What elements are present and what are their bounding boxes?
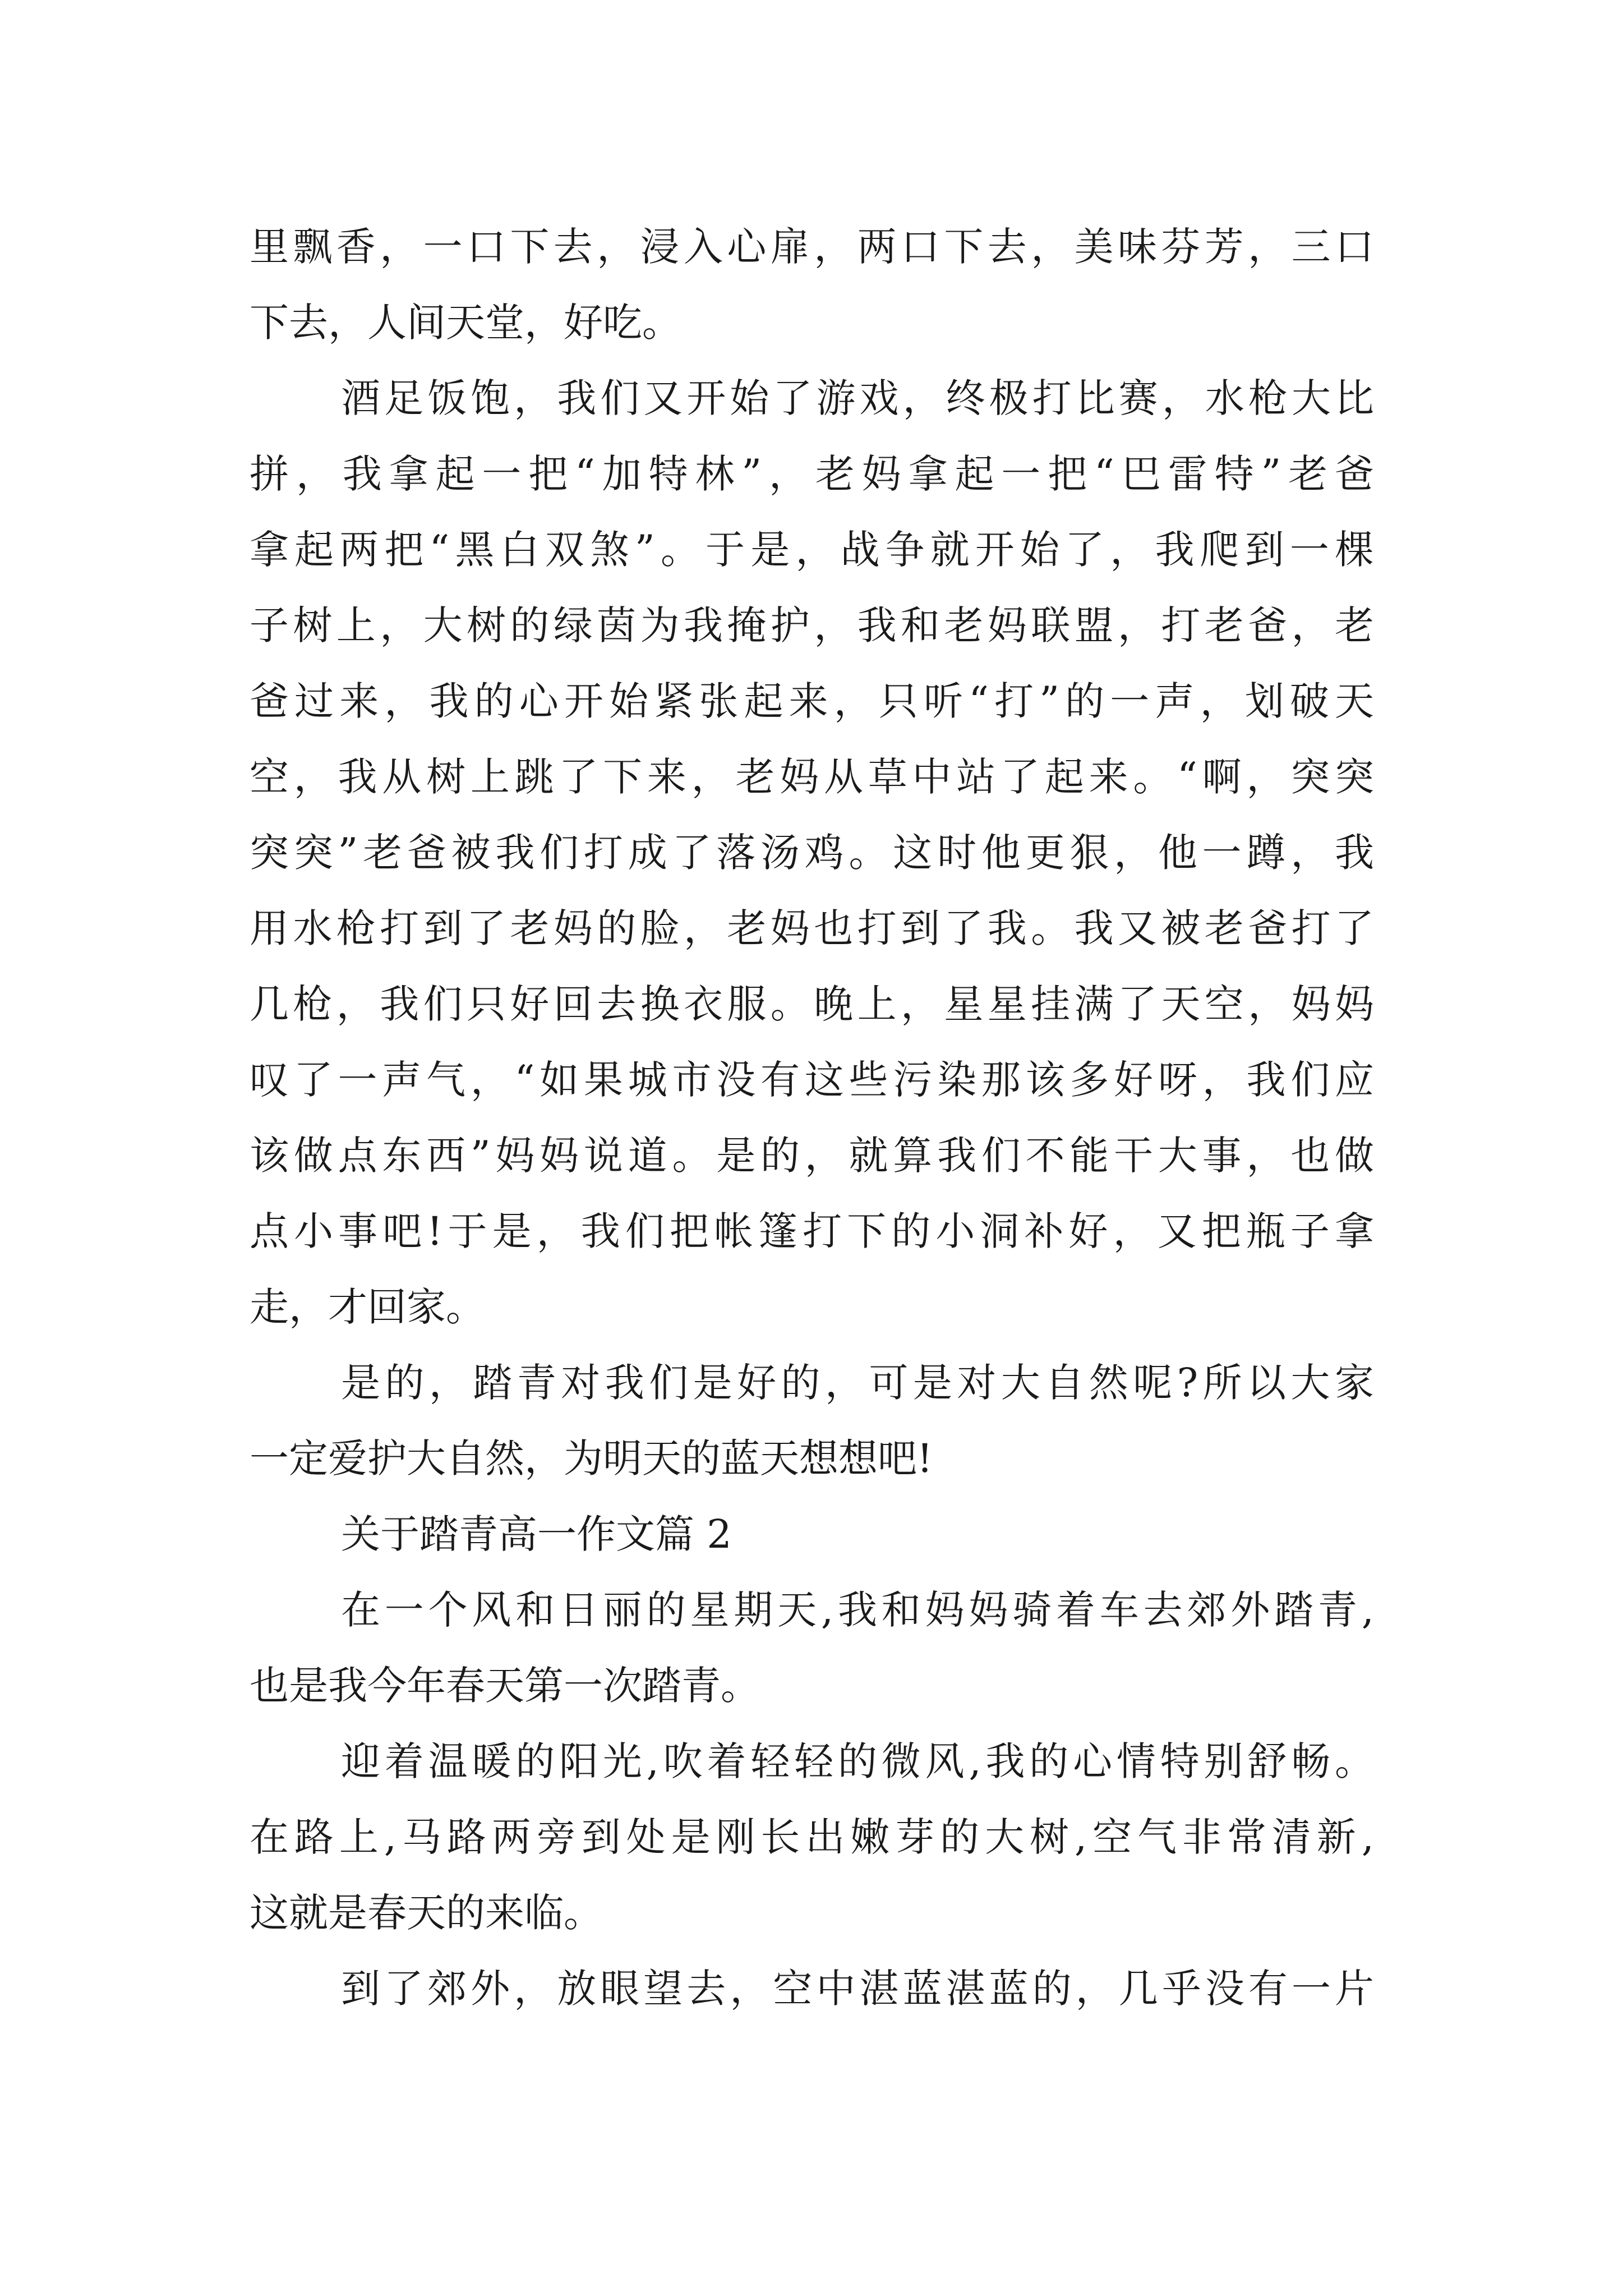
text-line: 几枪，我们只好回去换衣服。晚上，星星挂满了天空，妈妈 xyxy=(250,981,1374,1027)
text-line: 酒足饭饱，我们又开始了游戏，终极打比赛，水枪大比 xyxy=(341,375,1374,421)
text-line: 在一个风和日丽的星期天,我和妈妈骑着车去郊外踏青, xyxy=(341,1587,1374,1633)
text-line: 爸过来，我的心开始紧张起来，只听“打”的一声，划破天 xyxy=(250,678,1374,724)
section-heading: 关于踏青高一作文篇 2 xyxy=(341,1511,732,1557)
text-line: 一定爱护大自然，为明天的蓝天想想吧! xyxy=(250,1435,933,1481)
text-line: 叹了一声气，“如果城市没有这些污染那该多好呀，我们应 xyxy=(250,1057,1374,1103)
text-line: 是的，踏青对我们是好的，可是对大自然呢?所以大家 xyxy=(341,1360,1374,1406)
text-line: 也是我今年春天第一次踏青。 xyxy=(250,1663,760,1709)
text-line: 里飘香，一口下去，浸入心扉，两口下去，美味芬芳，三口 xyxy=(250,224,1374,270)
text-line: 下去，人间天堂，好吃。 xyxy=(250,300,681,346)
text-line: 空，我从树上跳了下来，老妈从草中站了起来。“啊，突突 xyxy=(250,754,1374,800)
text-line: 这就是春天的来临。 xyxy=(250,1890,603,1936)
text-line: 该做点东西”妈妈说道。是的，就算我们不能干大事，也做 xyxy=(250,1133,1374,1179)
text-line: 突突”老爸被我们打成了落汤鸡。这时他更狠，他一蹲，我 xyxy=(250,830,1374,876)
text-line: 拼，我拿起一把“加特林”，老妈拿起一把“巴雷特”老爸 xyxy=(250,451,1374,497)
text-line: 拿起两把“黑白双煞”。于是，战争就开始了，我爬到一棵 xyxy=(250,527,1374,573)
text-line: 子树上，大树的绿茵为我掩护，我和老妈联盟，打老爸，老 xyxy=(250,602,1374,648)
text-line: 走，才回家。 xyxy=(250,1284,485,1330)
text-line: 到了郊外，放眼望去，空中湛蓝湛蓝的，几乎没有一片 xyxy=(341,1966,1374,2012)
text-line: 迎着温暖的阳光,吹着轻轻的微风,我的心情特别舒畅。 xyxy=(341,1738,1374,1784)
text-line: 用水枪打到了老妈的脸，老妈也打到了我。我又被老爸打了 xyxy=(250,905,1374,951)
text-line: 点小事吧!于是，我们把帐篷打下的小洞补好，又把瓶子拿 xyxy=(250,1208,1374,1254)
text-line: 在路上,马路两旁到处是刚长出嫩芽的大树,空气非常清新, xyxy=(250,1814,1374,1860)
